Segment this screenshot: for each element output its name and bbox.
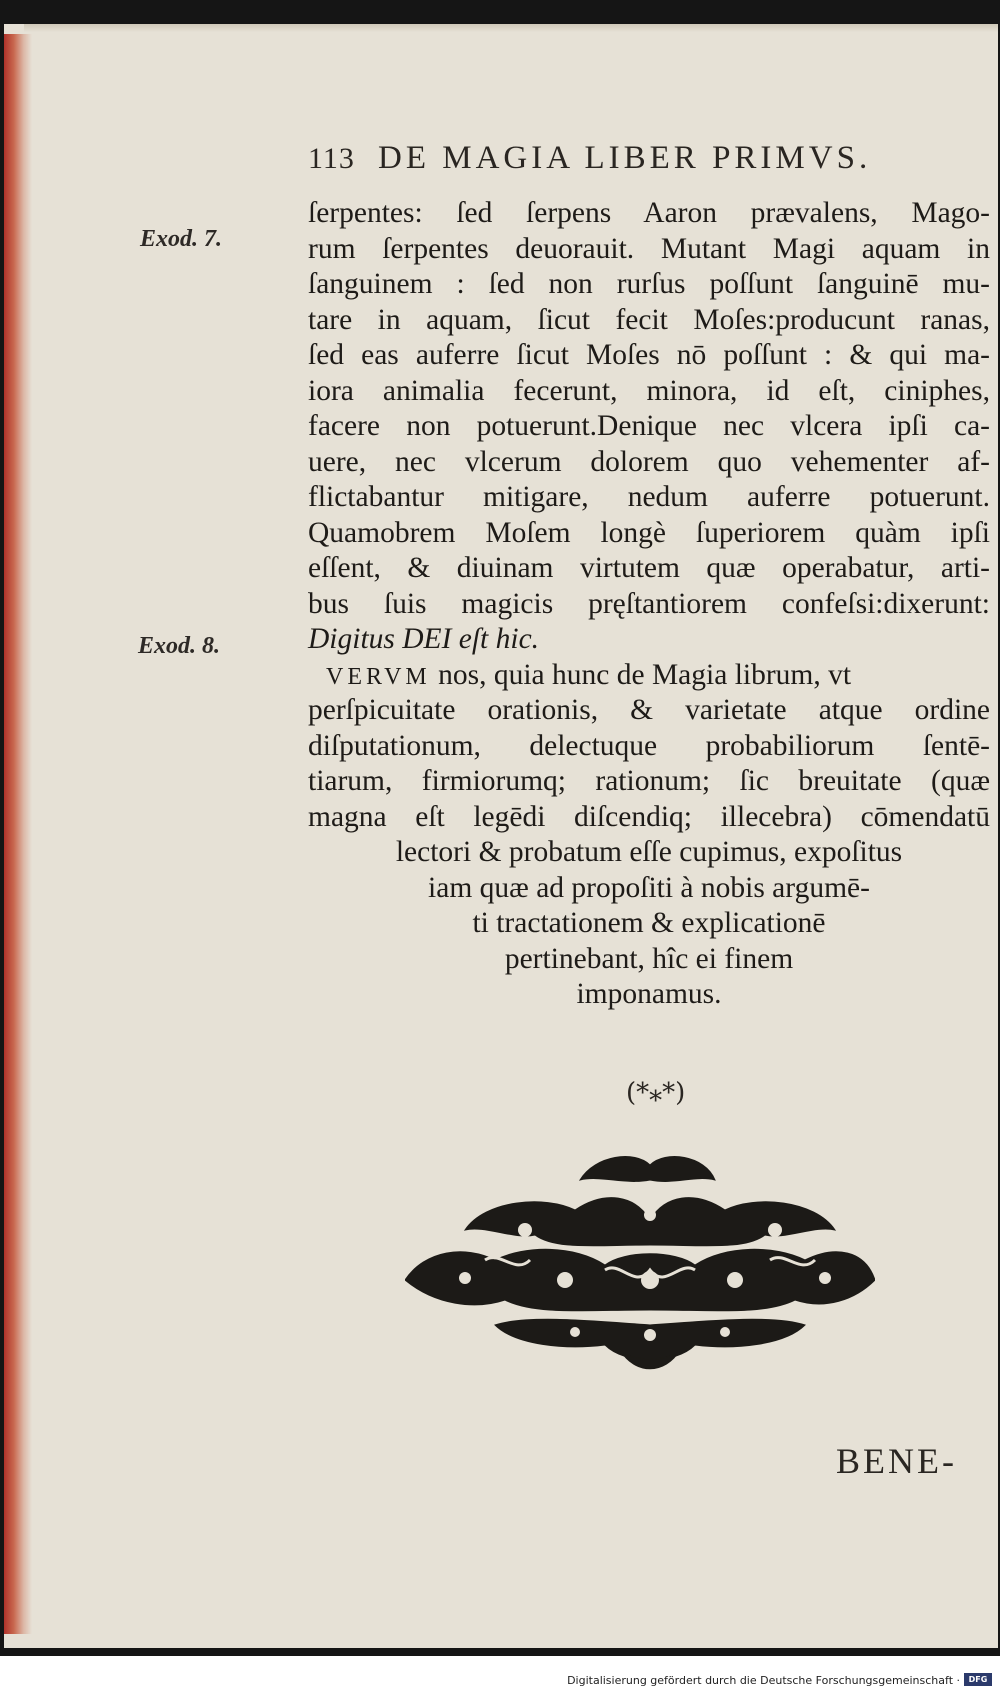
page-binding-edge (4, 34, 32, 1634)
text-line: tiarum, firmiorumq; rationum; ſic breuitate (quæ (308, 765, 990, 797)
text-line: flictabantur mitigare, nedum auferre potuerunt. (308, 481, 990, 513)
fleuron-mark: (*⁎*) (626, 1078, 686, 1108)
margin-note-exod-8: Exod. 8. (138, 633, 221, 659)
text-line: eſſent, & diuinam virtutem quæ operabatur, arti- (308, 552, 990, 584)
margin-note-exod-7: Exod. 7. (140, 226, 223, 252)
digitization-credit: Digitalisierung gefördert durch die Deutsche Forschungsgemeinschaft · (567, 1674, 960, 1687)
text-line: magna eſt legēdi diſcendiq; illecebra) cōmendatū (308, 800, 990, 833)
decorative-ornament (405, 1150, 875, 1380)
body-text (308, 196, 990, 1013)
tapered-line: ti tractationem & explicationē (472, 907, 826, 939)
drop-word: VERVM (326, 663, 431, 690)
text-line: Quamobrem Moſem longè ſuperiorem quàm ipſi (308, 516, 990, 549)
tapered-line: pertinebant, hîc ei finem (504, 942, 794, 975)
catchword: BENE- (836, 1441, 957, 1481)
tapered-line: iam quæ ad propoſiti à nobis argumē- (428, 871, 870, 904)
text-run: nos, quia hunc de Magia librum, vt (438, 658, 852, 691)
running-head (308, 140, 938, 177)
text-line: bus ſuis magicis pręſtantiorem confeſsi:dixerunt: (308, 587, 990, 620)
text-line: perſpicuitate orationis, & varietate atque ordine (308, 694, 990, 726)
text-line: rum ſerpentes deuorauit. Mutant Magi aquam in (308, 232, 990, 265)
page-number: 113 (308, 142, 355, 175)
text-line: ſerpentes: ſed ſerpens Aaron prævalens, Mago- (308, 197, 990, 229)
text-line: iora animalia fecerunt, minora, id eſt, ciniphes, (308, 374, 990, 407)
scripture-quote: Digitus DEI eſt hic. (308, 623, 540, 655)
text-line: uere, nec vlcerum dolorem quo vehementer af- (308, 445, 990, 478)
tapered-line: imponamus. (576, 978, 722, 1010)
tapered-line: lectori & probatum eſſe cupimus, expoſitus (395, 836, 903, 868)
text-line: ſed eas auferre ſicut Moſes nō poſſunt : & qui ma- (308, 339, 990, 371)
text-line: tare in aquam, ſicut fecit Moſes:producunt ranas, (308, 303, 990, 336)
text-line: ſanguinem : ſed non rurſus poſſunt ſanguinē mu- (308, 268, 990, 300)
running-title: DE MAGIA LIBER PRIMVS. (378, 140, 872, 176)
page-top-edge (24, 24, 998, 32)
text-line (308, 658, 990, 694)
text-line: diſputationum, delectuque probabiliorum ſentē- (308, 729, 990, 762)
text-line: facere non potuerunt.Denique nec vlcera ipſi ca- (308, 410, 990, 442)
dfg-logo: DFG (964, 1673, 992, 1686)
